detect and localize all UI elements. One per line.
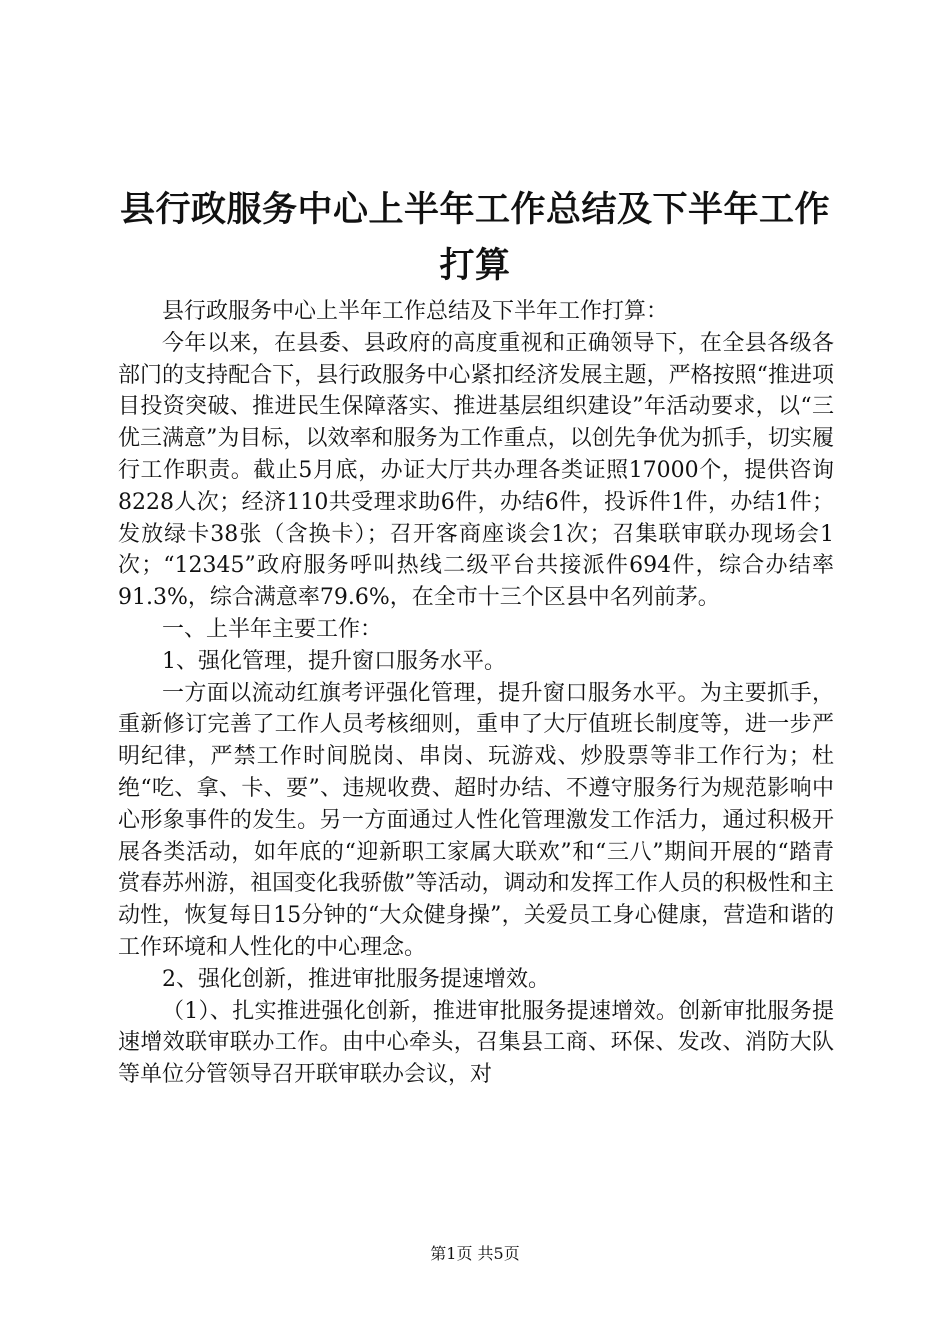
subsection-heading: 2、强化创新，推进审批服务提速增效。 [162, 966, 550, 992]
intro-line: 县行政服务中心上半年工作总结及下半年工作打算： [162, 299, 669, 324]
page-number-footer: 第1页 共5页 [430, 1244, 520, 1263]
document-title: 县行政服务中心上半年工作总结及下半年工作打算 [119, 190, 830, 286]
management-paragraph: 一方面以流动红旗考评强化管理，提升窗口服务水平。为主要抓手，重新修订完善了工作人员考核细则，重申了大厅值班长制度等，进一步严明纪律，严禁工作时间脱岗、串岗、玩游戏、炒股票等非工作行为；杜绝“吃、拿、卡、要”、违规收费、超时办结、不遵守服务行为规范影响中心形象事件的发生。另一方面通过人性化管理激发工作活力，通过积极开展各类活动，如年底的“迎新职工家属大联欢”和“三八”期间开展的“踏青赏春苏州游，祖国变化我骄傲”等活动，调动和发挥工作人员的积极性和主动性，恢复每日15分钟的“大众健身操”，关爱员工身心健康，营造和谐的工作环境和人性化的中心理念。 [118, 680, 834, 960]
summary-paragraph: 今年以来，在县委、县政府的高度重视和正确领导下，在全县各级各部门的支持配合下，县行政服务中心紧扣经济发展主题，严格按照“推进项目投资突破、推进民生保障落实、推进基层组织建设”年活动要求，以“三优三满意”为目标，以效率和服务为工作重点，以创先争优为抓手，切实履行工作职责。截止5月底，办证大厅共办理各类证照17000个，提供咨询8228人次；经济110共受理求助6件，办结6件，投诉件1件，办结1件；发放绿卡38张（含换卡）；召开客商座谈会1次；召集联审联办现场会1次；“12345”政府服务呼叫热线二级平台共接派件694件，综合办结率91.3%，综合满意率79.6%，在全市十三个区县中名列前茅。 [118, 330, 834, 611]
section-heading: 一、上半年主要工作： [162, 616, 383, 642]
subsection-heading: 1、强化管理，提升窗口服务水平。 [162, 648, 506, 674]
innovation-paragraph: （1）、扎实推进强化创新，推进审批服务提速增效。创新审批服务提速增效联审联办工作。由中心牵头，召集县工商、环保、发改、消防大队等单位分管领导召开联审联办会议，对 [118, 998, 834, 1088]
document-body [118, 296, 834, 1091]
